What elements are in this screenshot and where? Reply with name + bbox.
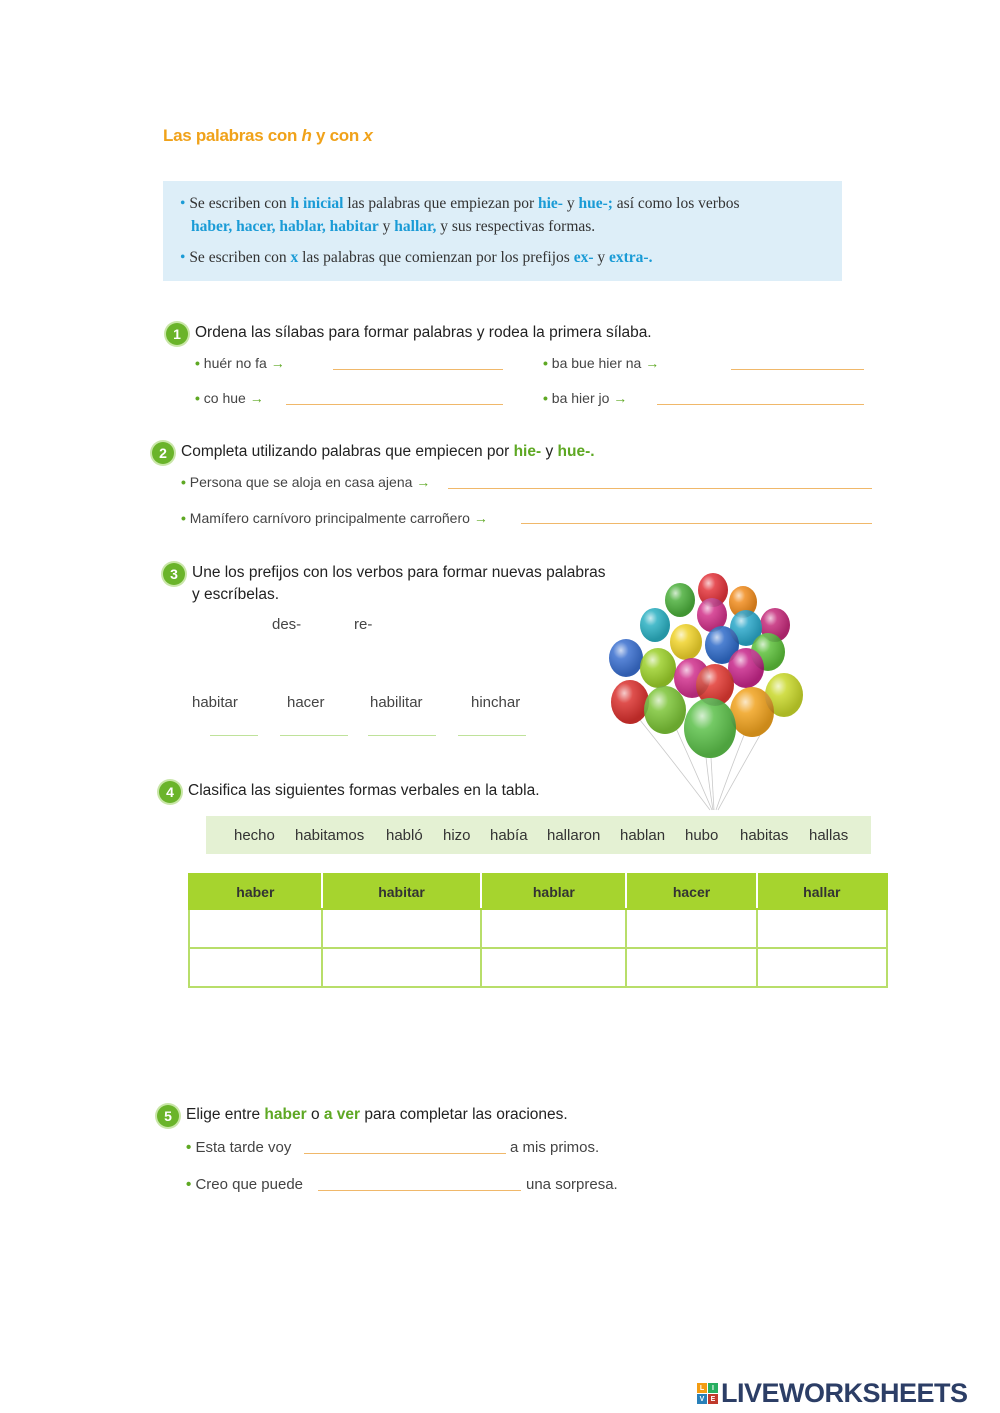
ex5-sentence-2-end: una sorpresa. xyxy=(526,1176,618,1193)
table-cell-input[interactable] xyxy=(322,948,482,987)
ex2-item-1: • Persona que se aloja en casa ajena → xyxy=(181,474,431,490)
exercise-number-badge: 4 xyxy=(159,781,181,803)
word-chip[interactable]: hallaron xyxy=(547,826,601,844)
page-title: Las palabras con h y con x xyxy=(163,126,373,145)
exercise-number-badge: 1 xyxy=(166,323,188,345)
exercise-1-heading: Ordena las sílabas para formar palabras y rodea la primera sílaba. xyxy=(195,324,652,341)
exercise-number-badge: 5 xyxy=(157,1105,179,1127)
table-row xyxy=(189,909,887,948)
table-cell-input[interactable] xyxy=(481,948,626,987)
ex1-answer-4[interactable] xyxy=(657,404,864,405)
ex5-sentence-1-start: • Esta tarde voy xyxy=(186,1139,292,1156)
table-cell-input[interactable] xyxy=(322,909,482,948)
rule-line-2: haber, hacer, hablar, habitar y hallar, y sus respectivas formas. xyxy=(191,218,596,235)
ex2-item-2: • Mamífero carnívoro principalmente carroñero → xyxy=(181,510,488,526)
column-header: haber xyxy=(189,874,322,909)
ex5-answer-2[interactable] xyxy=(318,1190,521,1191)
word-chip[interactable]: habitamos xyxy=(295,826,365,844)
ex1-item-3: • co hue → xyxy=(195,390,264,406)
exercise-2-heading: Completa utilizando palabras que empiecen por hie- y hue-. xyxy=(181,443,595,460)
verb-hacer[interactable]: hacer xyxy=(287,694,325,711)
ex3-answer-2[interactable] xyxy=(280,735,348,736)
exercise-3-heading-line-1: Une los prefijos con los verbos para formar nuevas palabras xyxy=(192,564,606,581)
table-cell-input[interactable] xyxy=(757,909,887,948)
table-cell-input[interactable] xyxy=(189,948,322,987)
ex2-answer-2[interactable] xyxy=(521,523,872,524)
column-header: hacer xyxy=(626,874,756,909)
ex1-item-1: • huér no fa → xyxy=(195,355,285,371)
table-cell-input[interactable] xyxy=(626,909,756,948)
word-chip[interactable]: hizo xyxy=(443,826,471,844)
ex1-item-2: • ba bue hier na → xyxy=(543,355,660,371)
ex3-answer-3[interactable] xyxy=(368,735,436,736)
rule-line-1: • Se escriben con h inicial las palabras que empiezan por hie- y hue-; así como los verbos xyxy=(180,195,740,212)
verb-habitar[interactable]: habitar xyxy=(192,694,238,711)
ex5-sentence-1-end: a mis primos. xyxy=(510,1139,600,1156)
table-cell-input[interactable] xyxy=(626,948,756,987)
ex1-answer-1[interactable] xyxy=(333,369,503,370)
balloons-illustration xyxy=(600,570,815,815)
prefix-re[interactable]: re- xyxy=(354,616,373,633)
rules-box xyxy=(163,181,842,281)
word-bank xyxy=(206,816,871,854)
column-header: hablar xyxy=(481,874,626,909)
exercise-5-heading: Elige entre haber o a ver para completar las oraciones. xyxy=(186,1106,568,1123)
verb-hinchar[interactable]: hinchar xyxy=(471,694,521,711)
ex2-answer-1[interactable] xyxy=(448,488,872,489)
word-chip[interactable]: hecho xyxy=(234,826,275,844)
word-chip[interactable]: hubo xyxy=(685,826,719,844)
ex5-sentence-2-start: • Creo que puede xyxy=(186,1176,304,1193)
liveworksheets-logo xyxy=(697,1378,968,1409)
word-chip[interactable]: había xyxy=(490,826,528,844)
word-chip[interactable]: hallas xyxy=(809,826,849,844)
column-header: hallar xyxy=(757,874,887,909)
logo-mark-icon: L I V E xyxy=(697,1383,718,1404)
ex3-answer-4[interactable] xyxy=(458,735,526,736)
ex1-answer-3[interactable] xyxy=(286,404,503,405)
word-chip[interactable]: habló xyxy=(386,826,423,844)
table-cell-input[interactable] xyxy=(481,909,626,948)
table-cell-input[interactable] xyxy=(189,909,322,948)
ex1-item-4: • ba hier jo → xyxy=(543,390,628,406)
exercise-4-heading: Clasifica las siguientes formas verbales en la tabla. xyxy=(188,782,540,799)
exercise-number-badge: 2 xyxy=(152,442,174,464)
ex5-answer-1[interactable] xyxy=(304,1153,506,1154)
logo-text: LIVEWORKSHEETS xyxy=(721,1378,968,1408)
word-chip[interactable]: habitas xyxy=(740,826,789,844)
exercise-3-heading-line-2: y escríbelas. xyxy=(192,586,280,603)
verb-classification-table xyxy=(188,873,888,988)
table-cell-input[interactable] xyxy=(757,948,887,987)
word-chip[interactable]: hablan xyxy=(620,826,666,844)
column-header: habitar xyxy=(322,874,482,909)
verb-habilitar[interactable]: habilitar xyxy=(370,694,423,711)
ex1-answer-2[interactable] xyxy=(731,369,864,370)
table-row xyxy=(189,948,887,987)
ex3-answer-1[interactable] xyxy=(210,735,258,736)
exercise-number-badge: 3 xyxy=(163,563,185,585)
rule-line-3: • Se escriben con x las palabras que comienzan por los prefijos ex- y extra-. xyxy=(180,249,653,266)
prefix-des[interactable]: des- xyxy=(272,616,302,633)
